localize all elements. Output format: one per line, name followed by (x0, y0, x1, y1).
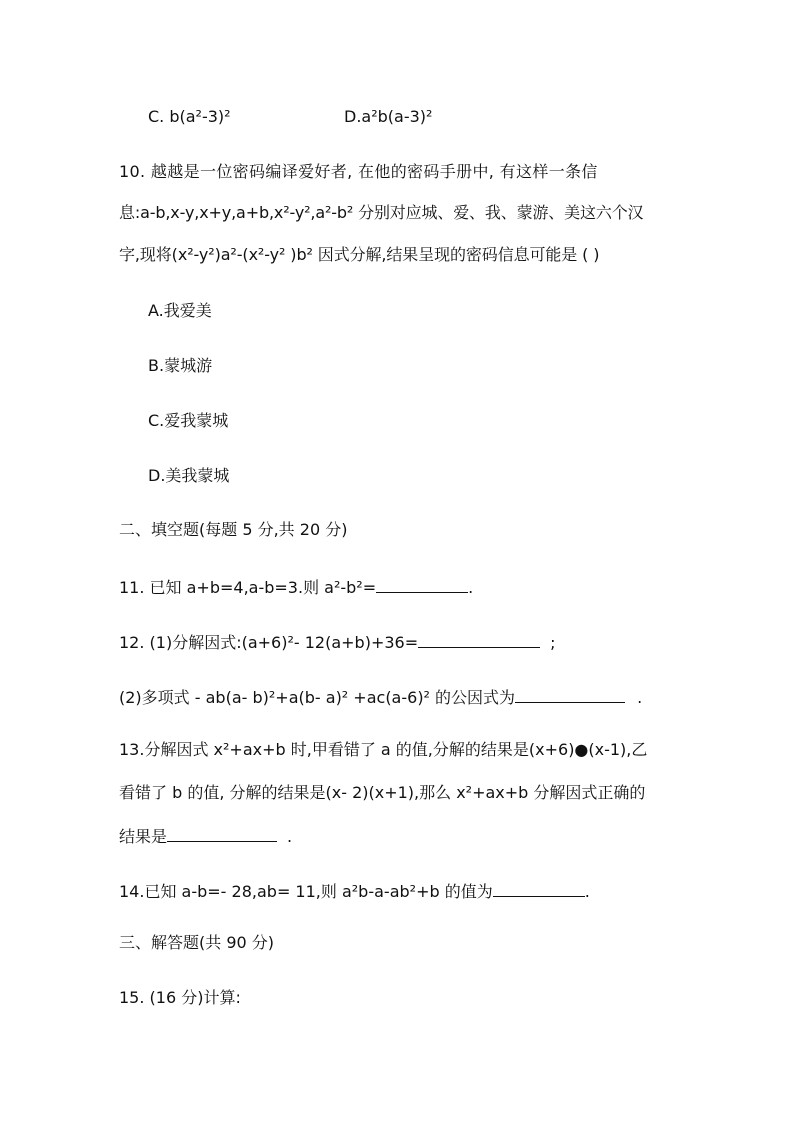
question-10-option-a: A.我爱美 (148, 301, 212, 320)
question-12-part-2-end: . (637, 688, 643, 707)
question-12-part-2-text: (2)多项式 - ab(a- b)²+a(b- a)² +ac(a-6)² 的公因式为 (119, 688, 516, 707)
answer-blank[interactable] (376, 576, 468, 593)
question-13-end: . (287, 827, 293, 846)
question-10-line-2: 息:a-b,x-y,x+y,a+b,x²-y²,a²-b² 分别对应城、爱、我、蒙游、美这六个汉 (119, 203, 644, 222)
answer-blank[interactable] (418, 631, 540, 648)
question-11-text: 11. 已知 a+b=4,a-b=3.则 a²-b²= (119, 578, 377, 597)
question-11 (119, 576, 473, 599)
question-12-part-1-end: ; (550, 633, 556, 652)
question-10-line-3: 字,现将(x²-y²)a²-(x²-y² )b² 因式分解,结果呈现的密码信息可能是 ( ) (119, 245, 600, 264)
question-12-part-2 (119, 686, 642, 709)
question-14 (119, 880, 590, 903)
question-13-line-3-text: 结果是 (119, 827, 168, 846)
answer-blank[interactable] (515, 686, 625, 703)
question-10-option-d: D.美我蒙城 (148, 466, 230, 485)
question-13-line-3 (119, 825, 292, 848)
question-12-part-1-text: 12. (1)分解因式:(a+6)²- 12(a+b)+36= (119, 633, 419, 652)
section-2-heading: 二、填空题(每题 5 分,共 20 分) (119, 520, 348, 539)
question-9-option-d: D.a²b(a-3)² (344, 107, 433, 126)
question-13-line-1: 13.分解因式 x²+ax+b 时,甲看错了 a 的值,分解的结果是(x+6)●(x-1),乙 (119, 740, 648, 759)
question-14-end: . (584, 882, 590, 901)
question-10-option-c: C.爱我蒙城 (148, 411, 229, 430)
question-10-line-1: 10. 越越是一位密码编译爱好者, 在他的密码手册中, 有这样一条信 (119, 162, 598, 181)
answer-blank[interactable] (493, 880, 585, 897)
question-14-text: 14.已知 a-b=- 28,ab= 11,则 a²b-a-ab²+b 的值为 (119, 882, 493, 901)
section-3-heading: 三、解答题(共 90 分) (119, 933, 275, 952)
answer-blank[interactable] (167, 825, 277, 842)
question-11-end: . (468, 578, 474, 597)
question-12-part-1 (119, 631, 556, 654)
question-15: 15. (16 分)计算: (119, 988, 241, 1007)
question-10-option-b: B.蒙城游 (148, 356, 213, 375)
question-13-line-2: 看错了 b 的值, 分解的结果是(x- 2)(x+1),那么 x²+ax+b 分解因式正确的 (119, 783, 646, 802)
question-9-option-c: C. b(a²-3)² (148, 107, 231, 126)
